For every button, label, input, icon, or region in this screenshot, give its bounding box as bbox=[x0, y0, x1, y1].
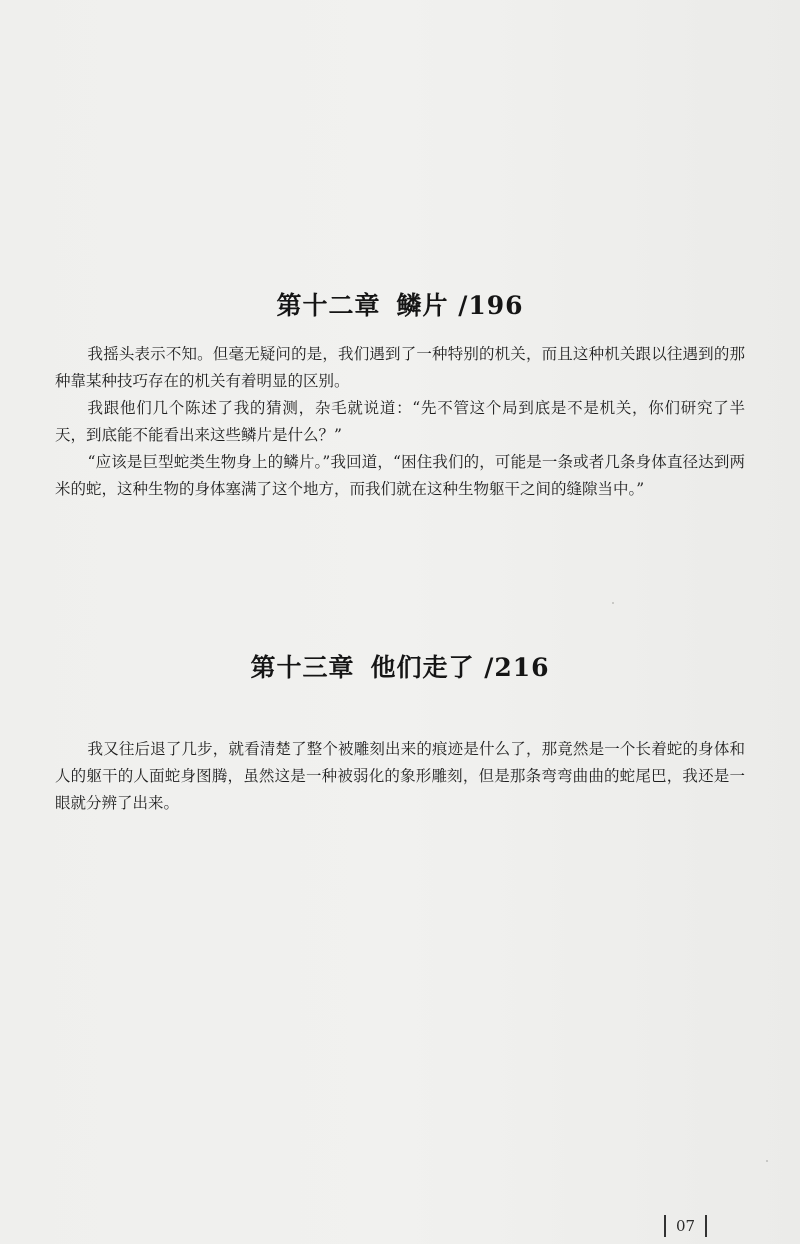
chapter-12-paragraph-2: 我跟他们几个陈述了我的猜测，杂毛就说道：“先不管这个局到底是不是机关，你们研究了半天，到底能不能看出来这些鳞片是什么？” bbox=[55, 399, 745, 444]
chapter-13-excerpt bbox=[55, 736, 745, 817]
page-number-value: 07 bbox=[676, 1217, 696, 1235]
chapter-12-title: 鳞片 /196 bbox=[396, 291, 524, 320]
chapter-12-excerpt bbox=[55, 341, 745, 503]
page-number-right-bar bbox=[705, 1215, 707, 1237]
chapter-12-number: 第十二章 bbox=[276, 291, 381, 320]
paper-speck bbox=[612, 602, 614, 604]
chapter-13-paragraph-1: 我又往后退了几步，就看清楚了整个被雕刻出来的痕迹是什么了，那竟然是一个长着蛇的身体和人的躯干的人面蛇身图腾，虽然这是一种被弱化的象形雕刻，但是那条弯弯曲曲的蛇尾巴，我还是一眼就分辨了出来。 bbox=[55, 740, 745, 812]
chapter-12-heading bbox=[0, 286, 800, 322]
page-number bbox=[664, 1212, 707, 1240]
chapter-12-paragraph-3: “应该是巨型蛇类生物身上的鳞片。”我回道，“困住我们的，可能是一条或者几条身体直径达到两米的蛇，这种生物的身体塞满了这个地方，而我们就在这种生物躯干之间的缝隙当中。” bbox=[55, 453, 745, 498]
paper-speck bbox=[766, 1160, 768, 1162]
chapter-13-heading bbox=[0, 648, 800, 684]
chapter-12-paragraph-1: 我摇头表示不知。但毫无疑问的是，我们遇到了一种特别的机关，而且这种机关跟以往遇到的那种靠某种技巧存在的机关有着明显的区别。 bbox=[55, 345, 745, 390]
chapter-13-number: 第十三章 bbox=[250, 653, 355, 682]
chapter-13-title: 他们走了 /216 bbox=[370, 653, 550, 682]
